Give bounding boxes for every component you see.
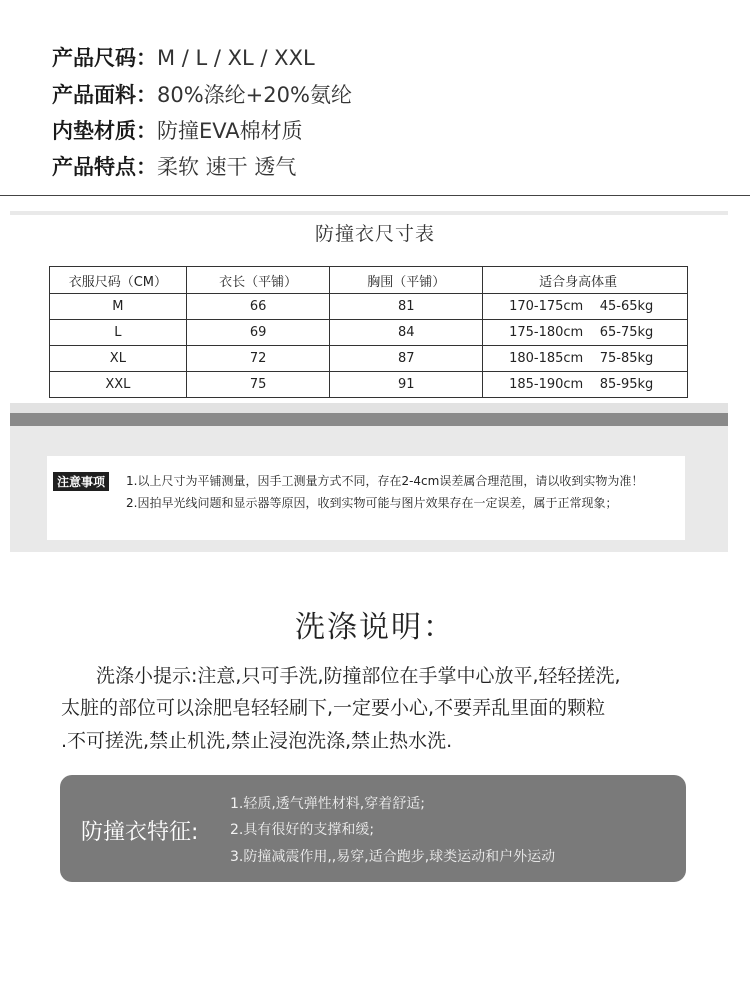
header-size: 衣服尺码（CM） <box>50 267 187 294</box>
cell-size: XXL <box>50 372 187 398</box>
cell-chest: 91 <box>330 372 483 398</box>
header-fit: 适合身高体重 <box>483 267 688 294</box>
spec-features <box>52 151 296 181</box>
spec-size <box>52 42 315 72</box>
cell-chest: 87 <box>330 346 483 372</box>
cell-length: 72 <box>186 346 330 372</box>
spec-padding <box>52 115 303 145</box>
table-row <box>50 294 688 320</box>
table-row <box>50 372 688 398</box>
header-chest: 胸围（平铺） <box>330 267 483 294</box>
note-line-2: 2.因拍早光线问题和显示器等原因，收到实物可能与图片效果存在一定误差，属于正常现象； <box>126 496 618 510</box>
spec-fabric-value: 80%涤纶+20%氨纶 <box>157 83 352 107</box>
cell-length: 69 <box>186 320 330 346</box>
size-chart-title: 防撞衣尺寸表 <box>314 223 435 245</box>
size-table <box>49 266 688 398</box>
section-divider <box>0 195 750 196</box>
cell-chest: 81 <box>330 294 483 320</box>
cell-fit: 185-190cm 85-95kg <box>483 372 688 398</box>
spec-features-value: 柔软 速干 透气 <box>157 155 297 179</box>
washing-line-1: 洗涤小提示:注意,只可手洗,防撞部位在手掌中心放平,轻轻搓洗, <box>96 665 621 687</box>
cell-fit: 180-185cm 75-85kg <box>483 346 688 372</box>
table-row <box>50 346 688 372</box>
header-length: 衣长（平铺） <box>186 267 330 294</box>
divider-band-light <box>10 403 728 413</box>
feature-item-1: 1.轻质,透气弹性材料,穿着舒适; <box>230 796 425 812</box>
cell-length: 66 <box>186 294 330 320</box>
feature-item-2: 2.具有很好的支撑和缓; <box>230 822 375 838</box>
cell-size: M <box>50 294 187 320</box>
spec-features-label: 产品特点： <box>52 155 157 179</box>
cell-fit: 175-180cm 65-75kg <box>483 320 688 346</box>
washing-line-2: 太脏的部位可以涂肥皂轻轻刷下,一定要小心,不要弄乱里面的颗粒 <box>61 697 606 719</box>
washing-title: 洗涤说明： <box>295 610 455 645</box>
feature-item-3: 3.防撞减震作用,,易穿,适合跑步,球类运动和户外运动 <box>230 849 556 865</box>
cell-length: 75 <box>186 372 330 398</box>
cell-chest: 84 <box>330 320 483 346</box>
spec-size-value: M / L / XL / XXL <box>157 46 315 70</box>
spec-fabric-label: 产品面料： <box>52 83 157 107</box>
size-table-header <box>50 267 688 294</box>
spec-padding-value: 防撞EVA棉材质 <box>157 119 303 143</box>
cell-size: L <box>50 320 187 346</box>
note-line-1: 1.以上尺寸为平铺测量，因手工测量方式不同，存在2-4cm误差属合理范围，请以收到实物为准！ <box>126 474 644 488</box>
divider-band-dark <box>10 413 728 426</box>
washing-line-3: .不可搓洗,禁止机洗,禁止浸泡洗涤,禁止热水洗. <box>61 730 453 752</box>
cell-fit: 170-175cm 45-65kg <box>483 294 688 320</box>
cell-size: XL <box>50 346 187 372</box>
notes-badge: 注意事项 <box>53 472 109 491</box>
spec-size-label: 产品尺码： <box>52 46 157 70</box>
features-title: 防撞衣特征: <box>81 820 199 845</box>
spec-padding-label: 内垫材质： <box>52 119 157 143</box>
table-row <box>50 320 688 346</box>
spec-fabric <box>52 79 352 109</box>
